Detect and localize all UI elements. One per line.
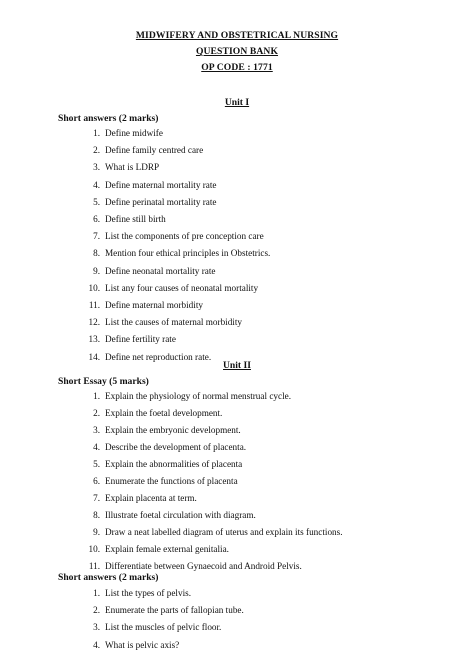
question-text: Define neonatal mortality rate	[105, 265, 216, 276]
question-number: 10.	[88, 282, 100, 293]
question-item	[80, 144, 460, 156]
question-number: 4.	[93, 639, 100, 650]
question-number: 2.	[93, 145, 100, 156]
question-number: 7.	[93, 231, 100, 242]
question-text: Define perinatal mortality rate	[105, 196, 217, 207]
question-text: Define fertility rate	[105, 334, 176, 345]
question-text: Explain placenta at term.	[105, 493, 197, 503]
question-item	[80, 458, 460, 470]
question-text: What is pelvic axis?	[105, 639, 180, 650]
question-item	[80, 179, 460, 191]
question-item	[80, 127, 460, 139]
question-number: 14.	[88, 351, 100, 362]
question-text: What is LDRP	[105, 162, 160, 173]
question-text: Define still birth	[105, 214, 166, 224]
question-text: List the types of pelvis.	[105, 588, 191, 598]
question-number: 8.	[93, 248, 100, 259]
question-item	[80, 424, 460, 436]
question-text: Mention four ethical principles in Obstetrics.	[105, 248, 271, 259]
unit-2-essay-heading: Short Essay (5 marks)	[58, 376, 149, 387]
question-text: Explain the physiology of normal menstrual cycle.	[105, 391, 292, 401]
question-item	[80, 475, 460, 487]
question-text: Enumerate the functions of placenta	[105, 476, 238, 486]
question-item	[80, 390, 460, 402]
question-text: Define net reproduction rate.	[105, 351, 212, 362]
question-text: Explain female external genitalia.	[105, 544, 229, 554]
question-item	[80, 407, 460, 419]
question-number: 10.	[88, 544, 100, 554]
question-item	[80, 333, 460, 345]
question-item	[80, 161, 460, 173]
unit-1-heading: Unit I	[224, 97, 250, 108]
question-number: 13.	[88, 334, 100, 345]
unit-2-heading: Unit II	[223, 360, 251, 371]
unit-2-short-heading: Short answers (2 marks)	[58, 572, 159, 583]
question-number: 1.	[93, 128, 100, 138]
question-item	[80, 543, 460, 555]
question-text: Enumerate the parts of fallopian tube.	[105, 605, 244, 616]
question-item	[80, 265, 460, 277]
question-number: 11.	[88, 561, 100, 571]
question-number: 12.	[88, 317, 100, 328]
question-text: Define maternal morbidity	[105, 300, 203, 310]
question-item	[80, 230, 460, 242]
question-number: 4.	[93, 442, 100, 452]
question-text: Explain the embryonic development.	[105, 425, 241, 435]
question-item	[80, 509, 460, 521]
unit-1-section-heading: Short answers (2 marks)	[58, 113, 159, 124]
question-text: Draw a neat labelled diagram of uterus and explain its functions.	[105, 527, 343, 537]
question-text: Differentiate between Gynaecoid and Android Pelvis.	[105, 561, 302, 571]
question-item	[80, 441, 460, 453]
question-number: 4.	[93, 179, 100, 190]
question-item	[80, 247, 460, 259]
question-number: 2.	[93, 605, 100, 616]
question-item	[80, 604, 460, 616]
question-text: Define maternal mortality rate	[105, 179, 217, 190]
question-item	[80, 299, 460, 311]
question-number: 9.	[93, 265, 100, 276]
question-number: 11.	[88, 300, 100, 310]
question-text: Define midwife	[105, 128, 163, 138]
question-text: Explain the abnormalities of placenta	[105, 459, 243, 469]
question-number: 3.	[93, 162, 100, 173]
question-item	[80, 196, 460, 208]
question-text: Illustrate foetal circulation with diagram.	[105, 510, 256, 520]
question-number: 9.	[93, 527, 100, 537]
question-number: 5.	[93, 196, 100, 207]
question-text: Describe the development of placenta.	[105, 442, 247, 452]
question-text: List the muscles of pelvic floor.	[105, 622, 222, 633]
question-number: 8.	[93, 510, 100, 520]
question-number: 2.	[93, 408, 100, 418]
question-text: Explain the foetal development.	[105, 408, 223, 418]
question-number: 6.	[93, 476, 100, 486]
question-item	[80, 621, 460, 633]
question-number: 1.	[93, 391, 100, 401]
question-text: List the causes of maternal morbidity	[105, 317, 243, 328]
document-subtitle: QUESTION BANK	[195, 46, 279, 57]
question-text: List any four causes of neonatal mortality	[105, 282, 259, 293]
question-item	[80, 639, 460, 651]
question-number: 5.	[93, 459, 100, 469]
question-item	[80, 492, 460, 504]
question-item	[80, 587, 460, 599]
question-number: 3.	[93, 622, 100, 633]
question-number: 1.	[93, 588, 100, 598]
op-code: OP CODE : 1771	[201, 62, 273, 73]
question-number: 3.	[93, 425, 100, 435]
question-number: 6.	[93, 214, 100, 224]
document-title: MIDWIFERY AND OBSTETRICAL NURSING	[135, 30, 339, 41]
question-item	[80, 560, 460, 572]
question-text: List the components of pre conception care	[105, 231, 264, 242]
question-item	[80, 526, 460, 538]
question-item	[80, 213, 460, 225]
question-number: 7.	[93, 493, 100, 503]
question-item	[80, 282, 460, 294]
question-item	[80, 316, 460, 328]
question-text: Define family centred care	[105, 145, 204, 156]
